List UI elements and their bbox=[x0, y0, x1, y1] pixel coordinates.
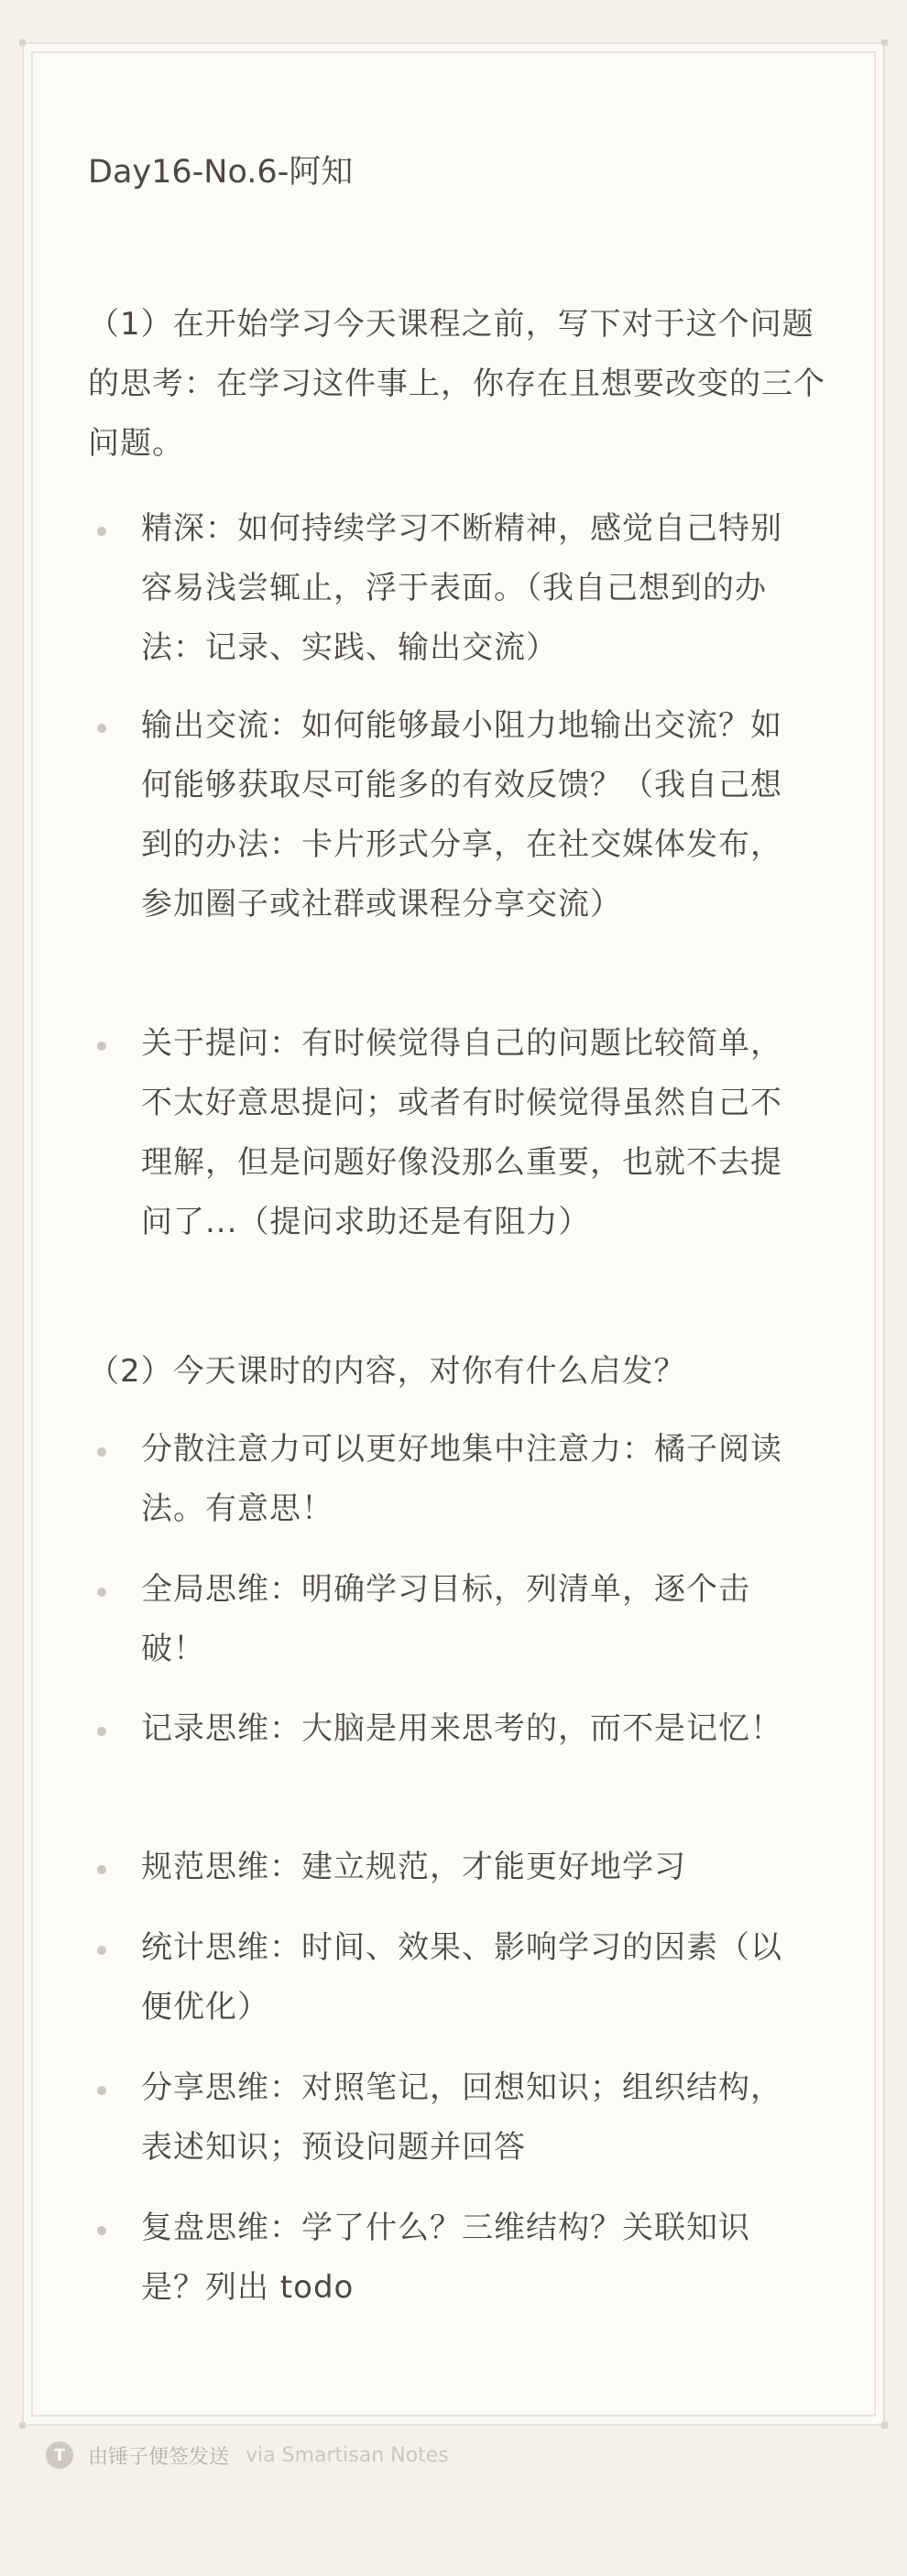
bullet-icon bbox=[97, 1946, 106, 1955]
list-item-text: 规范思维：建立规范，才能更好地学习 bbox=[141, 1849, 686, 1885]
bullet-icon bbox=[97, 527, 106, 536]
via-label: via Smartisan Notes bbox=[246, 2443, 449, 2467]
list-item-text: 分散注意力可以更好地集中注意力：橘子阅读法。有意思！ bbox=[141, 1431, 782, 1527]
bullet-icon bbox=[97, 724, 106, 733]
list-item-text: 关于提问：有时候觉得自己的问题比较简单，不太好意思提问；或者有时候觉得虽然自己不理解，但是问题好像没那么重要，也就不去提问了...（提问求助还是有阻力） bbox=[141, 1025, 782, 1240]
question-2-intro: （2）今天课时的内容，对你有什么启发？ bbox=[88, 1353, 686, 1390]
corner-tick bbox=[19, 2422, 26, 2429]
bullet-icon bbox=[97, 2226, 106, 2235]
list-item-text: 分享思维：对照笔记，回想知识；组织结构，表述知识；预设问题并回答 bbox=[141, 2069, 782, 2166]
corner-tick bbox=[881, 2422, 888, 2429]
bullet-icon bbox=[97, 1042, 106, 1051]
list-item-text: 复盘思维：学了什么？三维结构？关联知识是？列出 todo bbox=[141, 2210, 750, 2306]
list-item-text: 记录思维：大脑是用来思考的，而不是记忆！ bbox=[141, 1710, 782, 1747]
bullet-icon bbox=[97, 1865, 106, 1874]
note-title: Day16-No.6-阿知 bbox=[88, 154, 354, 191]
list-item-text: 统计思维：时间、效果、影响学习的因素（以便优化） bbox=[141, 1929, 782, 2025]
bullet-icon bbox=[97, 1447, 106, 1457]
footer bbox=[46, 2439, 449, 2472]
bullet-icon bbox=[97, 1588, 106, 1597]
smartisan-t-icon: T bbox=[46, 2441, 73, 2469]
question-1-intro: （1）在开始学习今天课程之前，写下对于这个问题的思考：在学习这件事上，你存在且想要改变的三个问题。 bbox=[88, 306, 825, 462]
list-item-text: 全局思维：明确学习目标，列清单，逐个击破！ bbox=[141, 1571, 750, 1667]
bullet-icon bbox=[97, 2086, 106, 2095]
corner-tick bbox=[881, 39, 888, 46]
list-item-text: 精深：如何持续学习不断精神，感觉自己特别容易浅尝辄止，浮于表面。（我自己想到的办法：记录、实践、输出交流） bbox=[141, 510, 782, 666]
bullet-icon bbox=[97, 1727, 106, 1736]
sent-by-label: 由锤子便签发送 bbox=[88, 2445, 230, 2469]
list-item-text: 输出交流：如何能够最小阻力地输出交流？如何能够获取尽可能多的有效反馈？（我自己想到的办法：卡片形式分享，在社交媒体发布，参加圈子或社群或课程分享交流） bbox=[141, 707, 782, 922]
corner-tick bbox=[19, 39, 26, 46]
